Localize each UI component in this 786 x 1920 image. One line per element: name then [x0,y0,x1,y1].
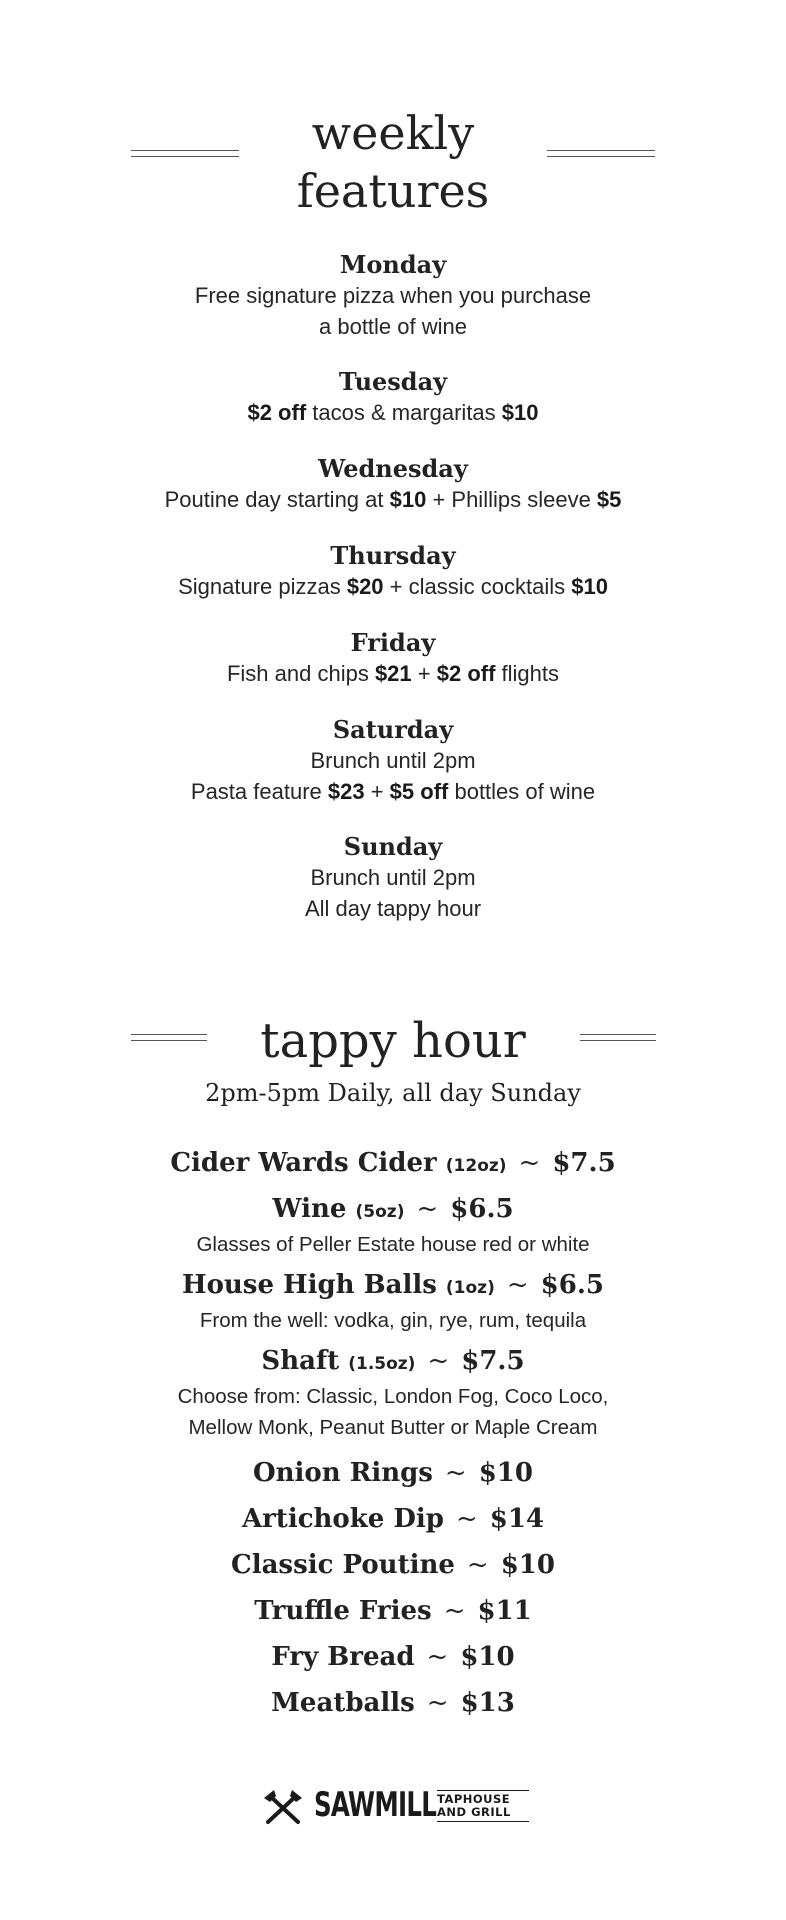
logo-subtitle-line2: AND GRILL [437,1805,511,1819]
item-price: $7.5 [461,1346,525,1376]
price-highlight: $2 off [436,661,496,686]
tappy-item [0,1344,786,1443]
detail-text: Signature pizzas [178,574,347,599]
item-description: Choose from: Classic, London Fog, Coco Loco, [177,1385,609,1408]
tappy-hour-title: tappy hour [260,1013,526,1069]
item-size: (12oz) [445,1156,507,1176]
item-price: $10 [478,1458,533,1488]
detail-text: Free signature pizza when you purchase [194,283,592,308]
price-separator: ~ [518,1148,541,1178]
price-separator: ~ [416,1194,439,1224]
detail-text: Fish and chips [226,661,375,686]
item-name: Artichoke Dip [241,1504,444,1534]
item-price: $14 [489,1504,545,1534]
detail-text: a bottle of wine [319,314,467,339]
price-separator: ~ [466,1550,489,1580]
day-name: Tuesday [338,367,448,396]
tappy-item [0,1268,786,1336]
day-name: Sunday [343,832,443,861]
item-price: $13 [460,1688,515,1718]
day-detail-line [0,745,786,776]
price-separator: ~ [444,1458,467,1488]
item-size: (1.5oz) [348,1354,416,1374]
day-detail-line [0,484,786,515]
price-highlight: $10 [571,574,608,599]
item-price: $10 [460,1642,515,1672]
day-detail-line [0,893,786,924]
crossed-axes-icon [262,1788,304,1828]
item-price: $7.5 [552,1148,616,1178]
price-highlight: $5 [596,487,622,512]
item-description: Mellow Monk, Peanut Butter or Maple Cream [188,1416,598,1439]
day-detail-line [0,571,786,602]
price-highlight: $23 [327,779,365,804]
detail-text: Brunch until 2pm [310,748,476,773]
tappy-item [0,1502,786,1536]
tappy-item-heading [0,1594,786,1628]
tappy-item [0,1146,786,1183]
tappy-item [0,1686,786,1720]
weekly-title-line2: features [296,164,490,218]
day-block-monday [0,250,786,342]
weekly-title-line1: weekly [311,106,475,160]
day-name: Saturday [332,715,454,744]
day-name: Wednesday [318,454,468,483]
day-detail-line [0,776,786,807]
detail-text: tacos & margaritas [306,400,502,425]
item-description: From the well: vodka, gin, rye, rum, tequila [199,1309,587,1332]
tappy-item-heading [0,1686,786,1720]
item-name: Classic Poutine [231,1550,455,1580]
item-name: Meatballs [271,1688,415,1718]
item-name: Cider Wards Cider [170,1148,437,1178]
item-name: Wine [272,1194,347,1224]
item-name: House High Balls [182,1270,437,1300]
item-price: $6.5 [450,1194,514,1224]
tappy-item [0,1456,786,1490]
day-detail-line [0,280,786,311]
detail-text: Pasta feature [190,779,328,804]
tappy-item [0,1640,786,1674]
day-detail-line [0,311,786,342]
price-separator: ~ [506,1270,529,1300]
item-size: (5oz) [355,1202,405,1222]
detail-text: + [364,779,390,804]
price-separator: ~ [426,1688,449,1718]
price-separator: ~ [427,1346,450,1376]
day-detail-line [0,658,786,689]
detail-text: All day tappy hour [304,896,482,921]
item-size: (1oz) [445,1278,495,1298]
tappy-item-heading [0,1344,786,1381]
item-name: Truffle Fries [254,1596,432,1626]
day-block-tuesday [0,367,786,428]
day-block-saturday [0,715,786,807]
price-separator: ~ [455,1504,478,1534]
price-separator: ~ [426,1642,449,1672]
item-price: $10 [500,1550,555,1580]
detail-text: bottles of wine [448,779,596,804]
item-price: $6.5 [540,1270,604,1300]
tappy-item [0,1594,786,1628]
price-highlight: $2 off [247,400,307,425]
logo-subtitle [437,1790,529,1822]
tappy-item [0,1548,786,1582]
tappy-item-heading [0,1502,786,1536]
day-name: Monday [339,250,447,279]
day-detail-line [0,397,786,428]
logo-wordmark: SAWMILL [314,1785,437,1825]
day-detail-line [0,862,786,893]
price-highlight: $20 [346,574,384,599]
item-name: Shaft [261,1346,340,1376]
price-separator: ~ [443,1596,466,1626]
day-block-wednesday [0,454,786,515]
tappy-item-heading [0,1548,786,1582]
detail-text: Poutine day starting at [164,487,390,512]
day-name: Thursday [330,541,456,570]
item-price: $11 [477,1596,532,1626]
sawmill-logo [262,1784,530,1834]
item-description: Glasses of Peller Estate house red or white [196,1233,590,1256]
item-name: Fry Bread [271,1642,415,1672]
tappy-item [0,1192,786,1260]
day-block-thursday [0,541,786,602]
price-highlight: $10 [389,487,427,512]
tappy-item-heading [0,1640,786,1674]
tappy-item-heading [0,1146,786,1183]
detail-text: Brunch until 2pm [310,865,476,890]
price-highlight: $21 [374,661,412,686]
weekly-features-title [0,104,786,220]
day-block-sunday [0,832,786,924]
item-name: Onion Rings [252,1458,433,1488]
tappy-item-heading [0,1268,786,1305]
day-name: Friday [350,628,436,657]
price-highlight: $5 off [389,779,449,804]
detail-text: + classic cocktails [383,574,572,599]
tappy-item-heading [0,1192,786,1229]
detail-text: + [411,661,437,686]
tappy-item-heading [0,1456,786,1490]
logo-subtitle-line1: TAPHOUSE [437,1792,511,1806]
detail-text: flights [495,661,560,686]
price-highlight: $10 [501,400,539,425]
tappy-hour-subtitle: 2pm-5pm Daily, all day Sunday [205,1079,581,1107]
detail-text: + Phillips sleeve [426,487,597,512]
day-block-friday [0,628,786,689]
